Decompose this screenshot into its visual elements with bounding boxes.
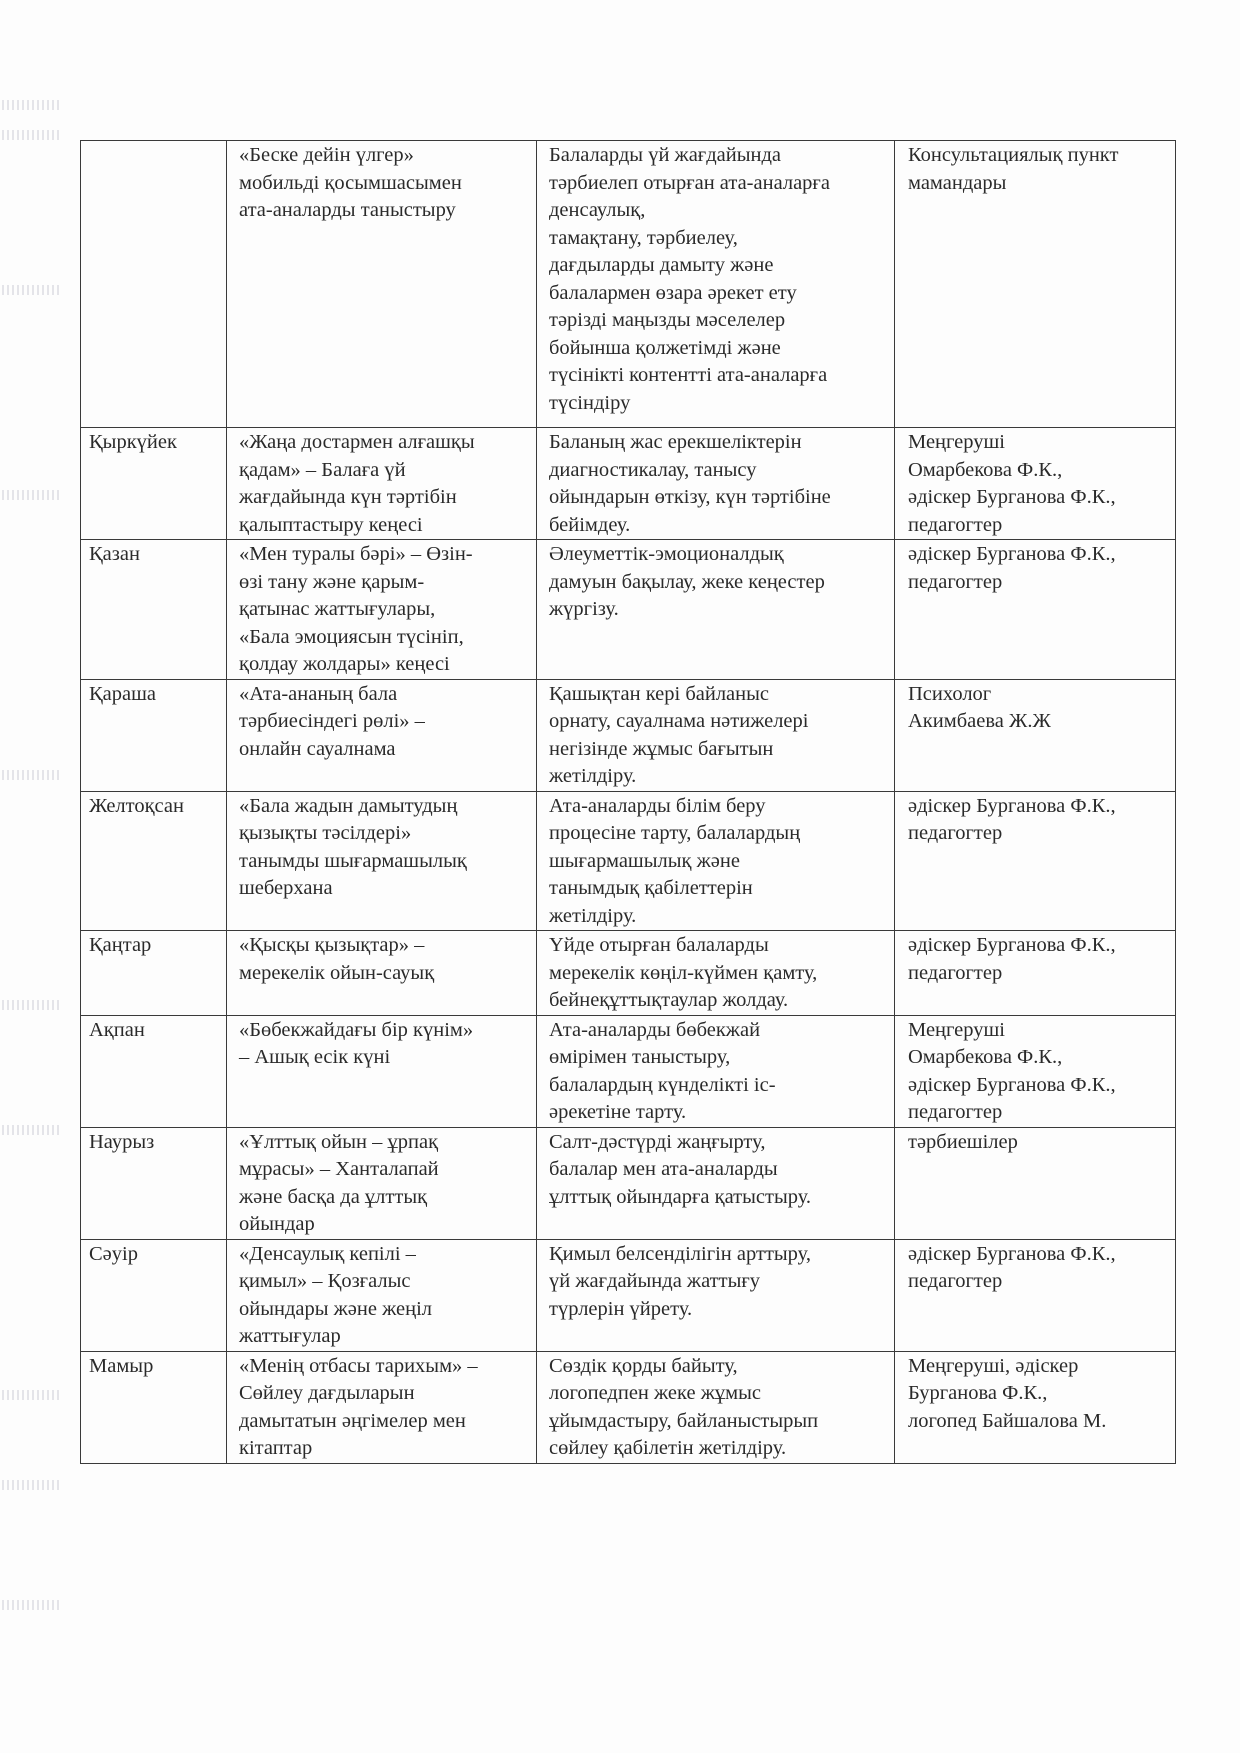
cell-text-line: Салт-дәстүрді жаңғырту, <box>549 1130 766 1153</box>
cell-text-line: «Ата-ананың бала <box>239 682 398 705</box>
cell-text-line: әдіскер Бурганова Ф.К., <box>908 934 1116 956</box>
cell-text-line: Қаңтар <box>89 934 152 956</box>
cell-text-line: мұрасы» – Ханталапай <box>239 1158 439 1180</box>
cell-text-line: дағдыларды дамыту және <box>549 254 774 276</box>
month-cell <box>81 791 227 931</box>
cell-text-line: Меңгеруші <box>908 431 1005 453</box>
cell-text-line: үй жағдайында жаттығу <box>549 1270 760 1292</box>
cell-text-line: ойындары және жеңіл <box>239 1297 432 1320</box>
responsible-cell <box>895 1351 1176 1463</box>
responsible-cell <box>895 1127 1176 1239</box>
event-cell <box>227 679 537 791</box>
cell-text-line: қызықты тәсілдері» <box>239 822 412 844</box>
cell-text-line: Мамыр <box>89 1354 154 1377</box>
cell-text-line: дамытатын әңгімелер мен <box>239 1409 466 1432</box>
cell-text-line: танымды шығармашылық <box>239 849 467 872</box>
cell-text-line: түсіндіру <box>549 391 631 414</box>
cell-text-line: Қазан <box>89 543 140 565</box>
cell-text-line: шеберхана <box>239 877 333 899</box>
cell-text-line: бейнеқұттықтаулар жолдау. <box>549 989 789 1011</box>
cell-text-line: және басқа да ұлттық <box>239 1185 428 1208</box>
cell-text-line: мобильді қосымшасымен <box>239 171 462 194</box>
scan-artifact <box>2 1000 62 1010</box>
cell-text-line: Сөздік қорды байыту, <box>549 1354 738 1377</box>
cell-text-line: мерекелік ойын-сауық <box>239 961 435 984</box>
cell-text-line: бейімдеу. <box>549 513 631 536</box>
cell-text-line: жетілдіру. <box>549 765 637 787</box>
responsible-cell <box>895 1015 1176 1127</box>
cell-text-line: мамандары <box>908 171 1007 194</box>
cell-text-line: жағдайында күн тәртібін <box>239 486 457 508</box>
event-cell <box>227 540 537 680</box>
cell-text-line: педагогтер <box>908 1270 1003 1292</box>
cell-text-line: танымдық қабілеттерін <box>549 877 753 899</box>
event-cell <box>227 931 537 1016</box>
table-row <box>81 540 1176 680</box>
cell-text-line: Сәуір <box>89 1242 138 1265</box>
cell-text-line: «Мен туралы бәрі» – Өзін- <box>239 543 473 565</box>
responsible-cell <box>895 428 1176 540</box>
table-row <box>81 428 1176 540</box>
cell-text-line: тәрбиесіндегі рөлі» – <box>239 710 425 732</box>
cell-text-line: тәрбиешілер <box>908 1130 1018 1153</box>
cell-text-line: Баланың жас ерекшеліктерін <box>549 431 802 453</box>
cell-text-line: Психолог <box>908 682 992 705</box>
cell-text-line: Үйде отырған балаларды <box>549 934 769 956</box>
cell-text-line: сөйлеу қабілетін жетілдіру. <box>549 1437 787 1459</box>
table-row <box>81 679 1176 791</box>
cell-text-line: диагностикалау, танысу <box>549 458 757 481</box>
cell-text-line: жетілдіру. <box>549 904 637 927</box>
cell-text-line: әрекетіне тарту. <box>549 1101 687 1123</box>
cell-text-line: ұлттық ойындарға қатыстыру. <box>549 1185 812 1208</box>
month-cell <box>81 931 227 1016</box>
month-cell <box>81 1127 227 1239</box>
table-row <box>81 1015 1176 1127</box>
month-cell <box>81 540 227 680</box>
goal-cell <box>537 931 895 1016</box>
goal-cell <box>537 540 895 680</box>
cell-text-line: қадам» – Балаға үй <box>239 458 406 481</box>
cell-text-line: «Ұлттық ойын – ұрпақ <box>239 1130 439 1153</box>
cell-text-line: тамақтану, тәрбиелеу, <box>549 226 738 249</box>
cell-text-line: қатынас жаттығулары, <box>239 598 436 620</box>
cell-text-line: жаттығулар <box>239 1325 341 1347</box>
cell-text-line: педагогтер <box>908 1101 1003 1123</box>
cell-text-line: Қыркүйек <box>89 431 177 453</box>
responsible-cell <box>895 1239 1176 1351</box>
table-row <box>81 141 1176 428</box>
cell-text-line: түрлерін үйрету. <box>549 1297 693 1320</box>
goal-cell <box>537 428 895 540</box>
cell-text-line: «Бөбекжайдағы бір күнім» <box>239 1018 474 1041</box>
cell-text-line: педагогтер <box>908 570 1003 593</box>
scan-artifact <box>2 1390 62 1400</box>
cell-text-line: – Ашық есік күні <box>239 1046 391 1068</box>
cell-text-line: Меңгеруші <box>908 1018 1005 1041</box>
cell-text-line: онлайн сауалнама <box>239 737 396 760</box>
cell-text-line: Омарбекова Ф.К., <box>908 458 1063 481</box>
cell-text-line: балалардың күнделікті іс- <box>549 1073 776 1096</box>
cell-text-line: бойынша қолжетімді және <box>549 336 781 359</box>
cell-text-line: «Бала жадын дамытудың <box>239 794 458 817</box>
cell-text-line: «Жаңа достармен алғашқы <box>239 431 475 453</box>
plan-table <box>80 140 1176 1464</box>
cell-text-line: тәрбиелеп отырған ата-аналарға <box>549 171 830 194</box>
event-cell <box>227 141 537 428</box>
cell-text-line: «Денсаулық кепілі – <box>239 1242 416 1265</box>
cell-text-line: педагогтер <box>908 822 1003 844</box>
cell-text-line: қалыптастыру кеңесі <box>239 513 423 536</box>
cell-text-line: педагогтер <box>908 513 1003 536</box>
cell-text-line: балалар мен ата-аналарды <box>549 1158 778 1180</box>
cell-text-line: логопед Байшалова М. <box>908 1409 1107 1432</box>
cell-text-line: қолдау жолдары» кеңесі <box>239 653 450 675</box>
plan-table-body <box>81 141 1176 1464</box>
scan-artifact <box>2 1480 62 1490</box>
cell-text-line: өзі тану және қарым- <box>239 570 425 593</box>
cell-text-line: қимыл» – Қозғалыс <box>239 1270 411 1292</box>
cell-text-line: Қимыл белсенділігін арттыру, <box>549 1242 811 1265</box>
cell-text-line: «Беске дейін үлгер» <box>239 144 414 166</box>
cell-text-line: түсінікті контентті ата-аналарға <box>549 364 828 386</box>
month-cell <box>81 1015 227 1127</box>
goal-cell <box>537 1015 895 1127</box>
cell-text-line: Бурганова Ф.К., <box>908 1382 1048 1404</box>
cell-text-line: процесіне тарту, балалардың <box>549 822 801 844</box>
table-row <box>81 1351 1176 1463</box>
cell-text-line: «Менің отбасы тарихым» – <box>239 1354 478 1377</box>
table-row <box>81 931 1176 1016</box>
table-row <box>81 1127 1176 1239</box>
cell-text-line: ойындарын өткізу, күн тәртібіне <box>549 486 831 508</box>
event-cell <box>227 1351 537 1463</box>
month-cell <box>81 679 227 791</box>
cell-text-line: әдіскер Бурганова Ф.К., <box>908 794 1116 817</box>
cell-text-line: Қараша <box>89 682 157 705</box>
cell-text-line: Балаларды үй жағдайында <box>549 144 781 166</box>
cell-text-line: Ата-аналарды білім беру <box>549 794 766 817</box>
cell-text-line: әдіскер Бурганова Ф.К., <box>908 1073 1116 1096</box>
cell-text-line: педагогтер <box>908 961 1003 984</box>
table-row <box>81 1239 1176 1351</box>
responsible-cell <box>895 791 1176 931</box>
cell-text-line: өмірімен таныстыру, <box>549 1046 731 1068</box>
cell-text-line: «Бала эмоциясын түсініп, <box>239 625 464 648</box>
event-cell <box>227 428 537 540</box>
goal-cell <box>537 679 895 791</box>
cell-text-line: кітаптар <box>239 1437 313 1459</box>
scan-artifact <box>2 100 62 110</box>
cell-text-line: ата-аналарды таныстыру <box>239 199 456 221</box>
responsible-cell <box>895 679 1176 791</box>
month-cell <box>81 1351 227 1463</box>
scan-artifact <box>2 1600 62 1610</box>
cell-text-line: ұйымдастыру, байланыстырып <box>549 1409 819 1432</box>
cell-text-line: әдіскер Бурганова Ф.К., <box>908 486 1116 508</box>
cell-text-line: Желтоқсан <box>89 794 184 817</box>
cell-text-line: Консультациялық пункт <box>908 144 1119 166</box>
goal-cell <box>537 1239 895 1351</box>
cell-text-line: денсаулық, <box>549 199 646 221</box>
cell-text-line: Омарбекова Ф.К., <box>908 1046 1063 1068</box>
cell-text-line: Сөйлеу дағдыларын <box>239 1382 415 1404</box>
event-cell <box>227 1239 537 1351</box>
cell-text-line: Меңгеруші, әдіскер <box>908 1354 1079 1377</box>
cell-text-line: негізінде жұмыс бағытын <box>549 737 774 760</box>
month-cell <box>81 141 227 428</box>
cell-text-line: әдіскер Бурганова Ф.К., <box>908 543 1116 565</box>
cell-text-line: әдіскер Бурганова Ф.К., <box>908 1242 1116 1265</box>
month-cell <box>81 1239 227 1351</box>
cell-text-line: Ата-аналарды бөбекжай <box>549 1018 761 1041</box>
goal-cell <box>537 791 895 931</box>
cell-text-line: орнату, сауалнама нәтижелері <box>549 710 809 732</box>
goal-cell <box>537 1127 895 1239</box>
month-cell <box>81 428 227 540</box>
goal-cell <box>537 1351 895 1463</box>
cell-text-line: балалармен өзара әрекет ету <box>549 281 797 304</box>
responsible-cell <box>895 141 1176 428</box>
event-cell <box>227 1127 537 1239</box>
scan-artifact <box>2 1125 62 1135</box>
cell-text-line: мерекелік көңіл-күймен қамту, <box>549 961 818 984</box>
cell-text-line: тәрізді маңызды мәселелер <box>549 309 786 331</box>
cell-text-line: жүргізу. <box>549 598 619 620</box>
cell-text-line: дамуын бақылау, жеке кеңестер <box>549 570 825 593</box>
responsible-cell <box>895 931 1176 1016</box>
event-cell <box>227 1015 537 1127</box>
cell-text-line: Ақпан <box>89 1018 145 1041</box>
responsible-cell <box>895 540 1176 680</box>
scan-artifact <box>2 285 62 295</box>
cell-text-line: ойындар <box>239 1213 315 1235</box>
cell-text-line: Акимбаева Ж.Ж <box>908 710 1051 732</box>
scan-artifact <box>2 490 62 500</box>
scan-artifact <box>2 130 62 140</box>
cell-text-line: Қашықтан кері байланыс <box>549 682 769 705</box>
cell-text-line: «Қысқы қызықтар» – <box>239 934 425 956</box>
scan-artifact <box>2 770 62 780</box>
cell-text-line: шығармашылық және <box>549 849 740 872</box>
cell-text-line: логопедпен жеке жұмыс <box>549 1382 761 1404</box>
event-cell <box>227 791 537 931</box>
goal-cell <box>537 141 895 428</box>
cell-text-line: Наурыз <box>89 1130 155 1153</box>
table-row <box>81 791 1176 931</box>
cell-text-line: Әлеуметтік-эмоционалдық <box>549 543 784 565</box>
